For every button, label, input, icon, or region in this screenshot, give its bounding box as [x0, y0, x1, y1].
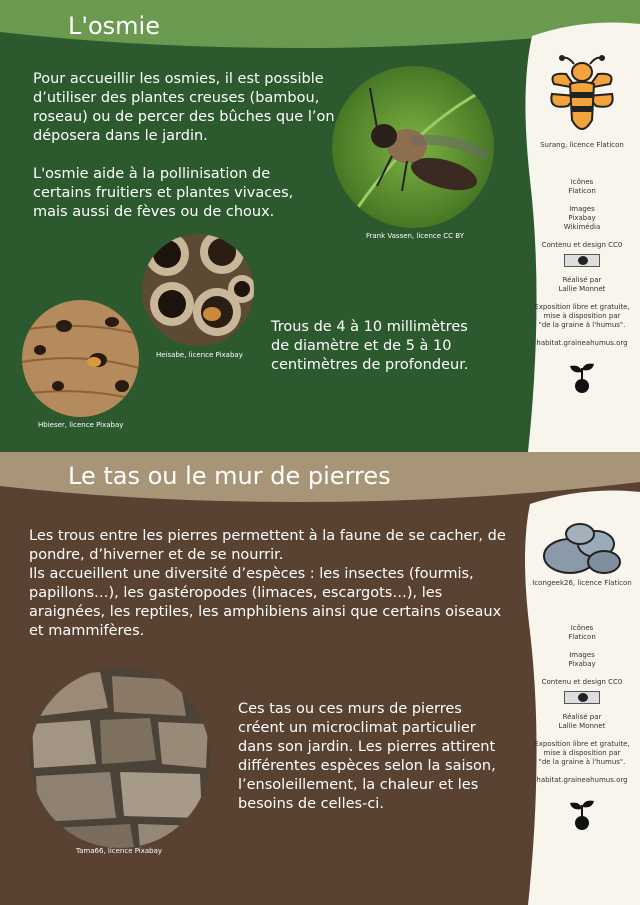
wood-photo — [22, 300, 139, 417]
cc0-badge-icon — [564, 691, 600, 704]
images-label: Images — [569, 651, 595, 659]
stones-icon-credit: Icongeek26, licence Flaticon — [532, 579, 632, 587]
bee-icon-credit: Surang, licence Flaticon — [540, 141, 624, 149]
pierres-diversity-text: Ils accueillent une diversité d’espèces : les insectes (fourmis, papillons…), les gastéropodes (limaces, escargots…), les araignées, les reptiles, les amphibiens ainsi que certains oiseaux et mammifères. — [29, 566, 502, 639]
pierres-title: Le tas ou le mur de pierres — [68, 462, 391, 490]
bee-photo — [332, 66, 494, 228]
made-by-name: Lallie Monnet — [558, 285, 606, 293]
wood-photo-caption: Hbieser, licence Pixabay — [38, 421, 124, 429]
nest-photo — [142, 234, 254, 346]
expo-line-1: Exposition libre et gratuite, — [534, 740, 630, 748]
content-design-credit: Contenu et design CC0 — [541, 241, 623, 249]
website-link[interactable]: habitat.graineahumus.org — [536, 776, 628, 784]
content-design-credit: Contenu et design CC0 — [541, 678, 623, 686]
osmie-holes-text: Trous de 4 à 10 millimètres de diamètre et de 5 à 10 centimètres de profondeur. — [271, 319, 469, 373]
made-by-label: Réalisé par — [562, 276, 602, 284]
bee-photo-caption: Frank Vassen, licence CC BY — [366, 232, 464, 240]
expo-line-1: Exposition libre et gratuite, — [534, 303, 630, 311]
nest-photo-caption: Heisabe, licence Pixabay — [156, 351, 243, 359]
osmie-sidebar — [524, 54, 640, 397]
icons-source: Flaticon — [568, 187, 596, 195]
stone-wall-photo-caption: Tama66, licence Pixabay — [76, 847, 163, 855]
expo-line-2: mise à disposition par — [543, 749, 621, 757]
icons-label: Icônes — [570, 624, 594, 632]
pierres-intro-text: Les trous entre les pierres permettent à la faune de se cacher, de pondre, d’hiverner et de se nourrir. — [29, 528, 506, 563]
expo-line-3: "de la graine à l'humus". — [538, 321, 626, 329]
images-source-1: Pixabay — [568, 660, 596, 668]
website-link[interactable]: habitat.graineahumus.org — [536, 339, 628, 347]
pierres-microclimate-text: Ces tas ou ces murs de pierres créent un microclimat particulier dans son jardin. Les pierres attirent différentes espèces selon la saison, l’ensoleillement, la chaleur et les besoins de celles-ci. — [238, 701, 496, 812]
osmie-intro-text: Pour accueillir les osmies, il est possible d’utiliser des plantes creuses (bambou, roseau) ou de percer des bûches que l’on déposera dans le jardin. — [33, 71, 335, 144]
icons-source: Flaticon — [568, 633, 596, 641]
osmie-title: L'osmie — [68, 12, 160, 40]
seedling-logo-icon — [568, 797, 596, 831]
images-source-2: Wikimédia — [563, 223, 601, 231]
images-source-1: Pixabay — [568, 214, 596, 222]
expo-line-3: "de la graine à l'humus". — [538, 758, 626, 766]
expo-line-2: mise à disposition par — [543, 312, 621, 320]
seedling-logo-icon — [568, 360, 596, 394]
cc0-badge-icon — [564, 254, 600, 267]
osmie-panel — [0, 0, 640, 452]
made-by-label: Réalisé par — [562, 713, 602, 721]
stones-icon — [540, 520, 624, 576]
stone-wall-photo — [30, 668, 210, 848]
bee-icon — [546, 54, 618, 138]
pierres-panel — [0, 452, 640, 905]
pierres-sidebar — [524, 520, 640, 834]
images-label: Images — [569, 205, 595, 213]
made-by-name: Lallie Monnet — [558, 722, 606, 730]
osmie-pollination-text: L'osmie aide à la pollinisation de certains fruitiers et plantes vivaces, mais aussi de fèves ou de choux. — [33, 166, 294, 220]
icons-label: Icônes — [570, 178, 594, 186]
